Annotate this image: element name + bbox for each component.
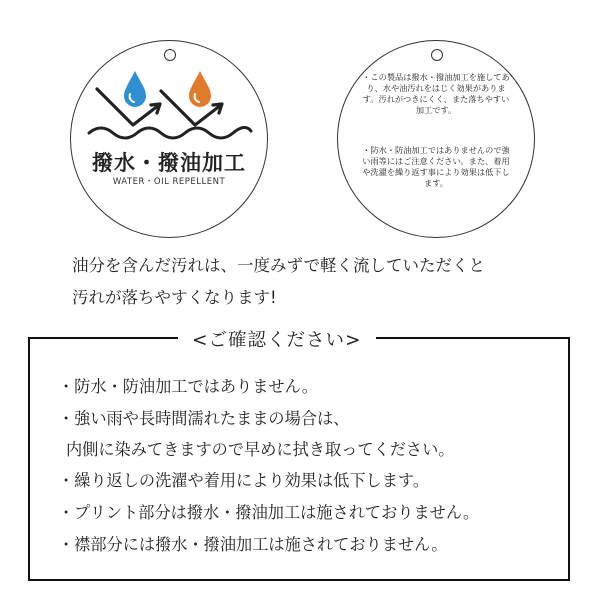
wave-icon — [89, 127, 251, 138]
info-paragraph-1: ・この製品は撥水・撥油加工を施してあり、水や油汚れをはじく効果があります。汚れがつきにくく、また落ちやすい加工です。 — [362, 72, 510, 115]
info-paragraph-2: ・防水・防油加工ではありませんので強い雨等にはご注意ください。また、着用や洗濯を繰り返す事により効果は低下します。 — [362, 145, 510, 188]
oil-drop-icon — [189, 71, 211, 107]
repellent-illustration — [71, 41, 267, 237]
notice-item: ・繰り返しの洗濯や着用により効果は低下します。 — [58, 471, 430, 490]
info-tag — [337, 40, 535, 238]
badge-title: 撥水・撥油加工 — [92, 151, 246, 175]
notice-item: ・防水・防油加工ではありません。 — [58, 377, 318, 396]
description-line-1: 油分を含んだ汚れは、一度みずで軽く流していただくと — [72, 256, 485, 275]
water-oil-repellent-badge-tag — [70, 40, 268, 238]
description-line-2: 汚れが落ちやすくなります! — [72, 288, 277, 307]
tag-hole — [431, 49, 443, 61]
badge-subtitle: WATER・OIL REPELLENT — [112, 177, 226, 187]
notice-item: ・プリント部分は撥水・撥油加工は施されておりません。 — [58, 503, 480, 522]
water-drop-icon — [124, 71, 146, 107]
notice-title: <ご確認ください> — [178, 326, 376, 352]
notice-item: ・襟部分には撥水・撥油加工は施されておりません。 — [58, 535, 448, 554]
notice-item: ・強い雨や長時間濡れたままの場合は、 — [58, 409, 350, 428]
notice-item-continued: 内側に染みてきますので早めに拭き取ってください。 — [66, 440, 455, 459]
